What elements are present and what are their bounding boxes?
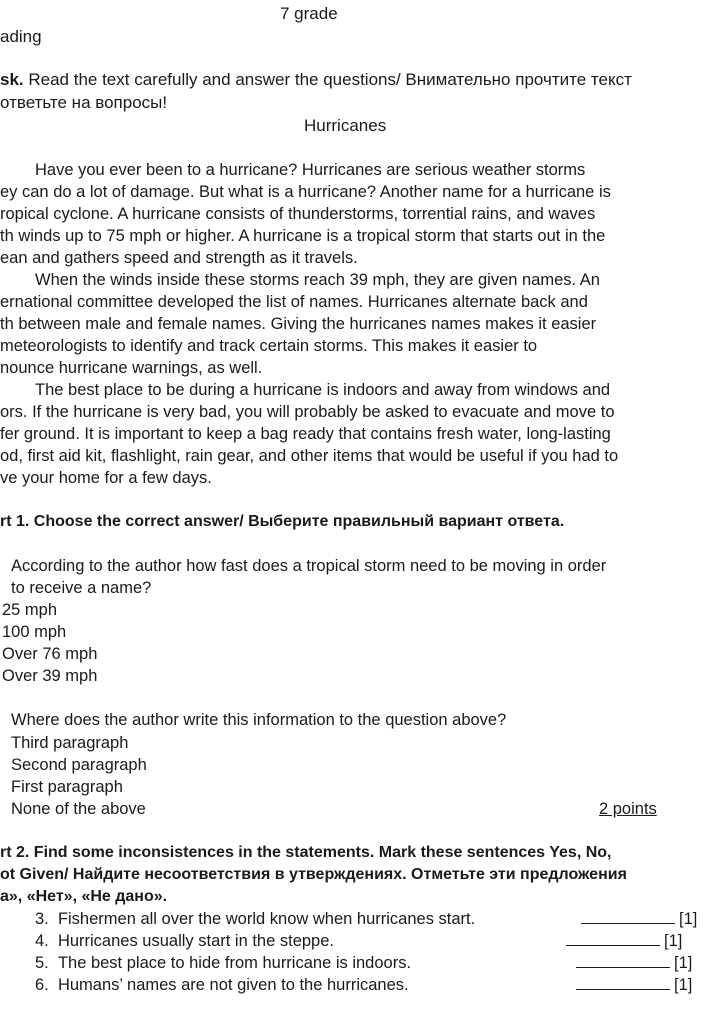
q1-option-c[interactable]: Over 76 mph [2, 645, 98, 663]
article-title: Hurricanes [304, 116, 387, 135]
statement-number: 6. [35, 976, 49, 994]
article-line: ernational committee developed the list of names. Hurricanes alternate back and [0, 293, 588, 311]
answer-blank[interactable] [581, 909, 675, 924]
part2-heading: rt 2. Find some inconsistences in the statements. Mark these sentences Yes, No, [0, 844, 612, 861]
article-line: th between male and female names. Giving the hurricanes names makes it easier [0, 315, 597, 333]
section-label: ading [0, 27, 42, 46]
answer-blank[interactable] [576, 953, 670, 968]
q1-option-b[interactable]: 100 mph [2, 623, 67, 641]
statement-row [35, 953, 411, 973]
statement-row [35, 909, 475, 929]
article-line: od, first aid kit, flashlight, rain gear, and other items that would be useful if you had to [0, 447, 619, 465]
article-line: The best place to be during a hurricane is indoors and away from windows and [35, 381, 611, 399]
statement-row [35, 931, 334, 951]
part2-heading-cont: ot Given/ Найдите несоответствия в утверждениях. Отметьте эти предложения [0, 866, 627, 883]
article-line: nounce hurricane warnings, as well. [0, 359, 263, 377]
article-line: ropical cyclone. A hurricane consists of thunderstorms, torrential rains, and waves [0, 205, 596, 223]
statement-mark: [1] [664, 932, 683, 950]
article-line [35, 160, 717, 180]
task-label: sk. [0, 70, 24, 89]
statement-text: The best place to hide from hurricane is indoors. [57, 954, 412, 972]
answer-blank[interactable] [576, 975, 670, 990]
points-label: 2 points [599, 800, 657, 818]
article-line: ors. If the hurricane is very bad, you will probably be asked to evacuate and move to [0, 403, 615, 421]
article-line: th winds up to 75 mph or higher. A hurricane is a tropical storm that starts out in the [0, 227, 606, 245]
statement-text: Fishermen all over the world know when hurricanes start. [57, 910, 476, 928]
article-line: When the winds inside these storms reach 39 mph, they are given names. An [35, 271, 600, 289]
article-line: fer ground. It is important to keep a bag ready that contains fresh water, long-lasting [0, 425, 611, 443]
q1-option-a[interactable]: 25 mph [2, 601, 58, 619]
task-instruction-cont: ответьте на вопросы! [0, 93, 168, 112]
statement-mark: [1] [679, 910, 698, 928]
task-text: Read the text carefully and answer the questions/ Внимательно прочтите текст [23, 70, 632, 89]
statement-number: 3. [35, 910, 49, 928]
statement-row [35, 975, 409, 995]
statement-number: 5. [35, 954, 49, 972]
q2-text: Where does the author write this information to the question above? [11, 711, 507, 729]
part2-heading-cont2: а», «Нет», «Не дано». [0, 888, 168, 905]
q2-option-d[interactable]: None of the above [11, 800, 146, 818]
answer-blank[interactable] [566, 931, 660, 946]
article-line-text: Have you ever been to a hurricane? Hurricanes are serious weather storms [35, 161, 586, 179]
task-instruction [0, 70, 632, 90]
q1-text: According to the author how fast does a tropical storm need to be moving in order [11, 557, 607, 575]
q2-option-c[interactable]: First paragraph [11, 778, 123, 796]
part1-heading: rt 1. Choose the correct answer/ Выберите правильный вариант ответа. [0, 513, 565, 530]
statement-mark: [1] [674, 954, 693, 972]
article-line: ve your home for a few days. [0, 469, 212, 487]
q1-option-d[interactable]: Over 39 mph [2, 667, 98, 685]
q2-option-b[interactable]: Second paragraph [11, 756, 147, 774]
statement-text: Hurricanes usually start in the steppe. [57, 932, 334, 950]
article-line: ean and gathers speed and strength as it travels. [0, 249, 358, 267]
article-line: ey can do a lot of damage. But what is a hurricane? Another name for a hurricane is [0, 183, 611, 201]
q1-text-cont: to receive a name? [11, 579, 152, 597]
q2-option-a[interactable]: Third paragraph [11, 734, 129, 752]
grade-label: 7 grade [280, 4, 338, 23]
statement-mark: [1] [674, 976, 693, 994]
statement-text: Humans’ names are not given to the hurricanes. [57, 976, 409, 994]
article-line: meteorologists to identify and track certain storms. This makes it easier to [0, 337, 538, 355]
statement-number: 4. [35, 932, 49, 950]
